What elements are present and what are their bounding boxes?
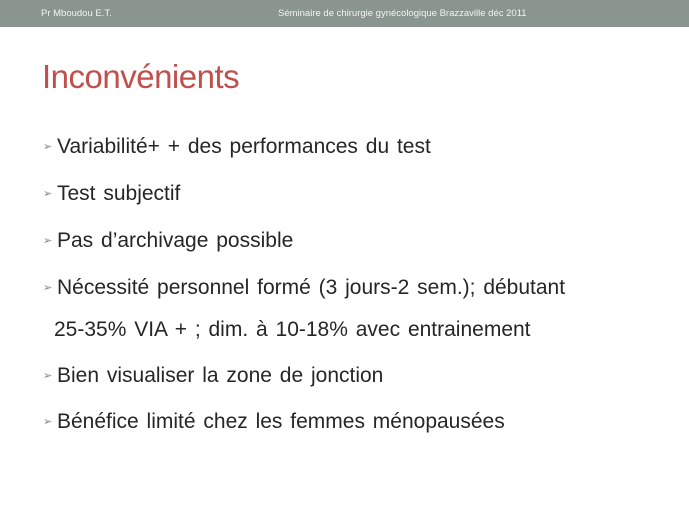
bullet-text: Variabilité+ + des performances du test [57,135,431,158]
arrow-bullet-icon: ➢ [43,235,53,247]
bullet-text: Pas d’archivage possible [57,229,294,252]
bullet-text: Nécessité personnel formé (3 jours-2 sem.); débutant [57,276,566,299]
bullet-item [43,182,180,206]
bullet-continuation: 25-35% VIA + ; dim. à 10-18% avec entrainement [54,318,531,341]
arrow-bullet-icon: ➢ [43,282,53,294]
header-author: Pr Mboudou E.T. [41,8,112,19]
bullet-text: Bien visualiser la zone de jonction [57,364,384,387]
arrow-bullet-icon: ➢ [43,141,53,153]
bullet-text: Test subjectif [57,182,181,205]
bullet-item [43,229,293,253]
bullet-text: Bénéfice limité chez les femmes ménopausées [57,410,505,433]
arrow-bullet-icon: ➢ [43,416,53,428]
header-bar [0,0,689,27]
arrow-bullet-icon: ➢ [43,370,53,382]
bullet-item [43,410,505,434]
slide-title: Inconvénients [42,58,240,95]
bullet-item [43,276,565,300]
bullet-item [43,364,383,388]
arrow-bullet-icon: ➢ [43,188,53,200]
bullet-item [43,135,431,159]
header-event: Séminaire de chirurgie gynécologique Brazzaville déc 2011 [278,8,527,19]
